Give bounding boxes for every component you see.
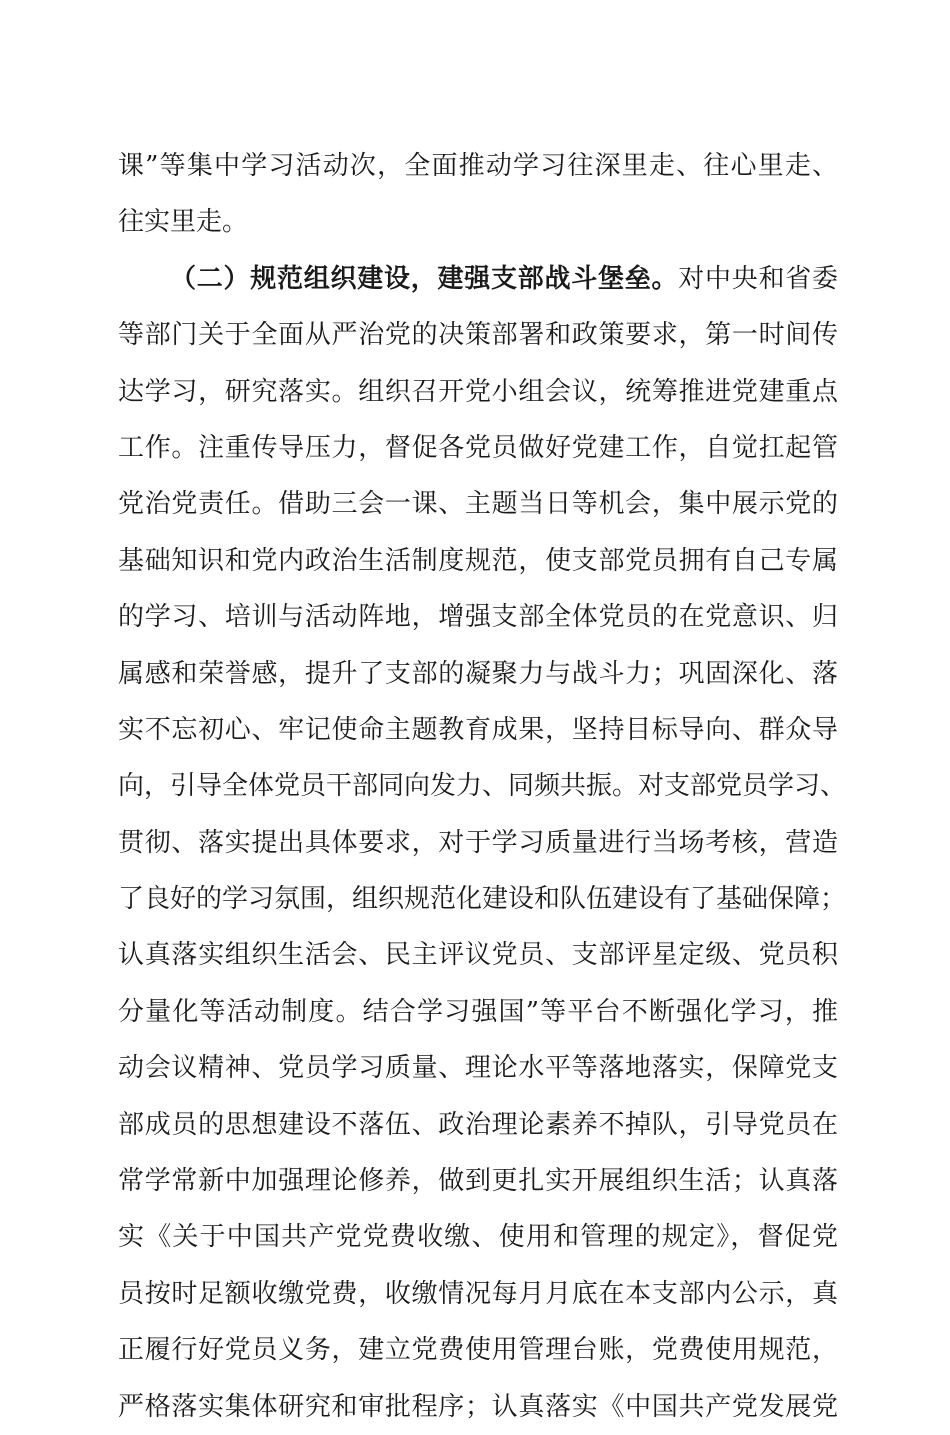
text-line: 实《关于中国共产党党费收缴、使用和管理的规定》，督促党 bbox=[118, 1222, 838, 1253]
text-line: 严格落实集体研究和审批程序；认真落实《中国共产党发展党 bbox=[118, 1391, 838, 1422]
text-line: 了良好的学习氛围，组织规范化建设和队伍建设有了基础保障； bbox=[118, 884, 847, 915]
text-line: 课”等集中学习活动次，全面推动学习往深里走、往心里走、 bbox=[118, 151, 838, 181]
text-line: 基础知识和党内政治生活制度规范，使支部党员拥有自己专属 bbox=[118, 545, 838, 576]
section-heading: （二）规范组织建设，建强支部战斗堡垒。 bbox=[170, 263, 679, 294]
text-line: 员按时足额收缴党费，收缴情况每月月底在本支部内公示，真 bbox=[118, 1278, 838, 1309]
text-line: 属感和荣誉感，提升了支部的凝聚力与战斗力；巩固深化、落 bbox=[118, 658, 838, 689]
text-line: 认真落实组织生活会、民主评议党员、支部评星定级、党员积 bbox=[118, 940, 838, 971]
text-line: 部成员的思想建设不落伍、政治理论素养不掉队，引导党员在 bbox=[118, 1109, 838, 1140]
text-line: 实不忘初心、牢记使命主题教育成果，坚持目标导向、群众导 bbox=[118, 714, 838, 745]
text-line: 的学习、培训与活动阵地，增强支部全体党员的在党意识、归 bbox=[118, 602, 838, 633]
text-line: 等部门关于全面从严治党的决策部署和政策要求，第一时间传 bbox=[118, 320, 838, 351]
text-line: 工作。注重传导压力，督促各党员做好党建工作，自觉扛起管 bbox=[118, 432, 838, 463]
section-first-line bbox=[118, 251, 838, 307]
body-text bbox=[118, 138, 847, 1435]
text-line: 往实里走。 bbox=[118, 207, 249, 238]
section-first-line-text: 对中央和省委 bbox=[678, 263, 838, 294]
text-line: 常学常新中加强理论修养，做到更扎实开展组织生活；认真落 bbox=[118, 1166, 838, 1197]
text-line: 向，引导全体党员干部同向发力、同频共振。对支部党员学习、 bbox=[118, 771, 847, 802]
text-line: 分量化等活动制度。结合学习强国”等平台不断强化学习，推 bbox=[118, 996, 838, 1027]
text-line: 贯彻、落实提出具体要求，对于学习质量进行当场考核，营造 bbox=[118, 827, 838, 858]
text-line: 党治党责任。借助三会一课、主题当日等机会，集中展示党的 bbox=[118, 489, 838, 520]
text-line: 动会议精神、党员学习质量、理论水平等落地落实，保障党支 bbox=[118, 1053, 838, 1084]
text-line: 达学习，研究落实。组织召开党小组会议，统筹推进党建重点 bbox=[118, 376, 838, 407]
text-line: 正履行好党员义务，建立党费使用管理台账，党费使用规范， bbox=[118, 1335, 838, 1366]
